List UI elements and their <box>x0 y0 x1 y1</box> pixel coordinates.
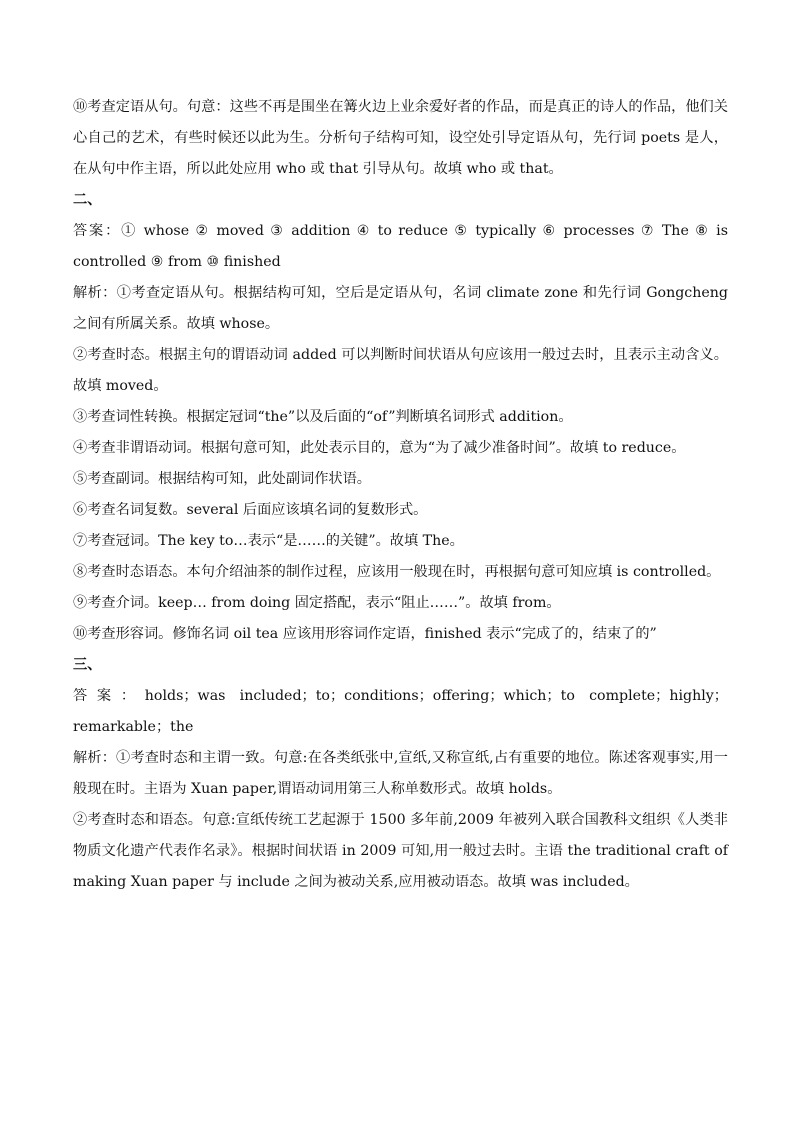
explanation-item-8: ⑧考查时态语态。本句介绍油茶的制作过程，应该用一般现在时，再根据句意可知应填 is controlled。 <box>73 564 721 580</box>
explanation-item-6: ⑥考查名词复数。several 后面应该填名词的复数形式。 <box>73 502 428 518</box>
explanation-item-10: ⑩考查定语从句。句意：这些不再是围坐在篝火边上业余爱好者的作品，而是真正的诗人的作品，他们关心自己的艺术，有些时候还以此为生。分析句子结构可知，设空处引导定语从句，先行词 poets 是人，在从句中作主语，所以此处应用 who 或 that 引导从句。故填 who 或 that。 <box>73 99 728 177</box>
explanation-item-10-section-2: ⑩考查形容词。修饰名词 oil tea 应该用形容词作定语，finished 表示“完成了的，结束了的” <box>73 626 657 642</box>
answer-line-section-2: 答案：① whose ② moved ③ addition ④ to reduce ⑤ typically ⑥ processes ⑦ The ⑧ is controlled ⑨ from ⑩ finished <box>73 223 728 270</box>
answer-line-section-3: 答案：holds；was included；to；conditions；offering；which；to complete；highly；remarkable；the <box>73 688 728 735</box>
explanation-item-4: ④考查非谓语动词。根据句意可知，此处表示目的，意为“为了减少准备时间”。故填 to reduce。 <box>73 440 686 456</box>
section-heading-2: 二、 <box>73 192 102 208</box>
explanation-item-7: ⑦考查冠词。The key to…表示“是……的关键”。故填 The。 <box>73 533 464 549</box>
document-page <box>73 92 728 898</box>
explanation-item-1-section-3: 解析：①考查时态和主谓一致。句意:在各类纸张中,宣纸,又称宣纸,占有重要的地位。陈述客观事实,用一般现在时。主语为 Xuan paper,谓语动词用第三人称单数形式。故填 holds。 <box>73 750 728 797</box>
explanation-item-3: ③考查词性转换。根据定冠词“the”以及后面的“of”判断填名词形式 addition。 <box>73 409 573 425</box>
explanation-item-1: 解析：①考查定语从句。根据结构可知，空后是定语从句，名词 climate zone 和先行词 Gongcheng 之间有所属关系。故填 whose。 <box>73 285 728 332</box>
explanation-item-2-section-3: ②考查时态和语态。句意:宣纸传统工艺起源于 1500 多年前,2009 年被列入联合国教科文组织《人类非物质文化遗产代表作名录》。根据时间状语 in 2009 可知,用一般过去时。主语 the traditional craft of making Xuan paper 与 include 之间为被动关系,应用被动语态。故填 was included。 <box>73 812 728 890</box>
section-heading-3: 三、 <box>73 657 102 673</box>
explanation-item-5: ⑤考查副词。根据结构可知，此处副词作状语。 <box>73 471 371 487</box>
explanation-item-2: ②考查时态。根据主句的谓语动词 added 可以判断时间状语从句应该用一般过去时，且表示主动含义。故填 moved。 <box>73 347 728 394</box>
explanation-item-9: ⑨考查介词。keep… from doing 固定搭配，表示“阻止……”。故填 from。 <box>73 595 561 611</box>
